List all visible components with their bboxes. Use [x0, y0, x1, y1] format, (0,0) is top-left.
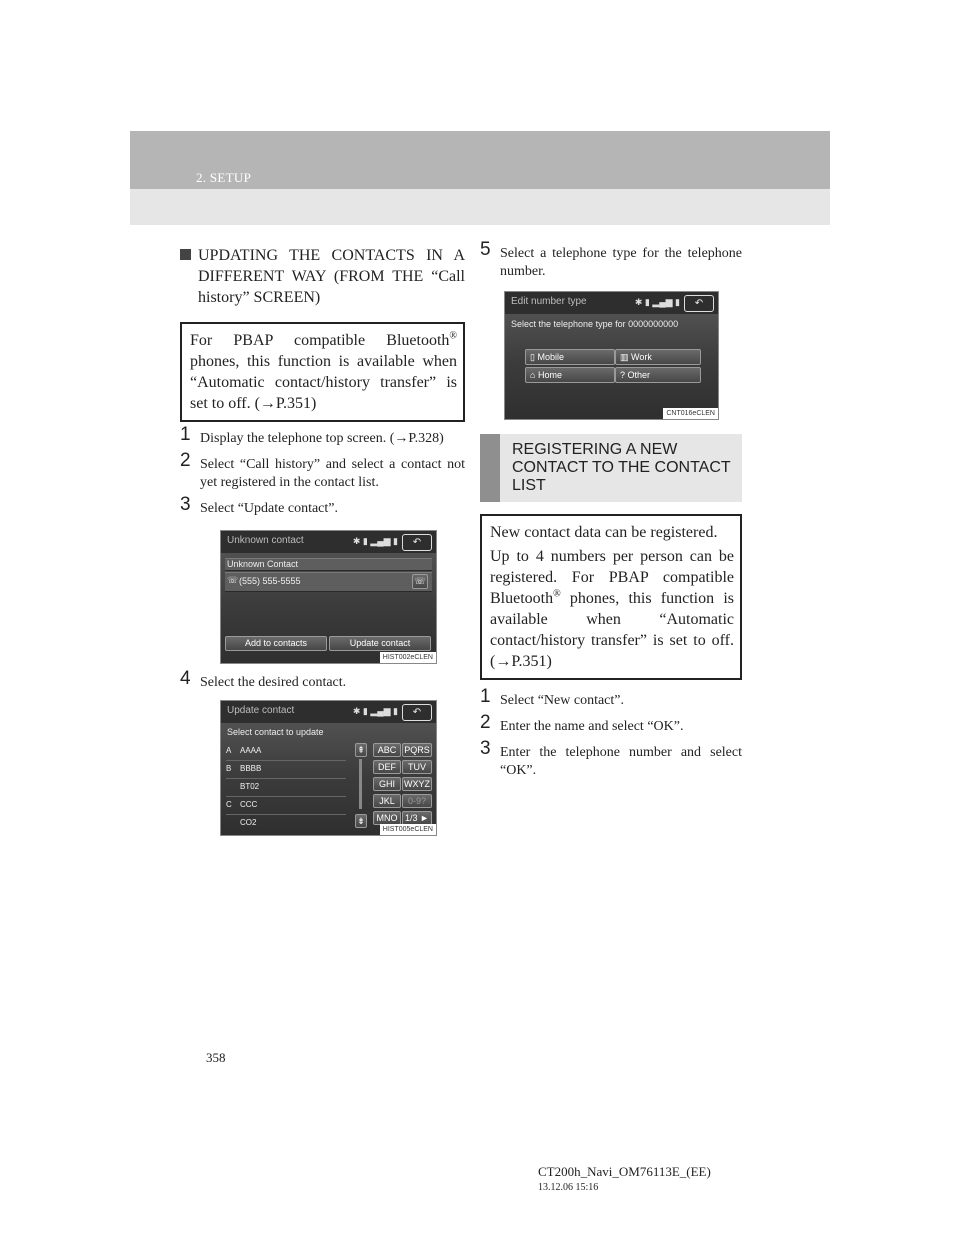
step-2	[480, 712, 742, 736]
note-text: For PBAP compatible Bluetooth	[190, 332, 450, 349]
registered-mark: ®	[449, 330, 457, 342]
screen-subtitle: Select the telephone type for 0000000000	[511, 319, 679, 329]
step-number: 2	[180, 450, 191, 471]
list-item[interactable]: CO2	[240, 818, 257, 827]
note-text: New contact data can be registered.	[490, 524, 718, 541]
screen-update-contact	[220, 700, 437, 836]
scroll-up-button[interactable]: ⇞	[355, 743, 367, 757]
left-column	[180, 245, 465, 836]
step-3	[480, 738, 742, 780]
step-text: Select “Call history” and select a contact not yet registered in the contact list.	[200, 457, 465, 490]
scroll-down-button[interactable]: ⇟	[355, 814, 367, 828]
step-number: 1	[480, 686, 491, 707]
call-button[interactable]: ☏	[412, 574, 428, 589]
key-mno[interactable]: MNO	[373, 811, 401, 825]
step-1	[180, 424, 465, 448]
step-number: 3	[480, 738, 491, 759]
note-text: Up to 4 numbers per person can be registered. For PBAP compatible Bluetooth	[490, 548, 734, 607]
back-button[interactable]: ↶	[402, 534, 432, 551]
other-button[interactable]: ? Other	[615, 367, 701, 383]
list-item[interactable]: B BBBB	[226, 761, 346, 779]
question-icon: ?	[620, 370, 626, 380]
note-text: phones, this function is available when “Automatic contact/history transfer” is set to off. (→P.351)	[190, 353, 457, 412]
screen-unknown-contact	[220, 530, 437, 664]
page-next-button[interactable]: 1/3 ►	[402, 811, 432, 825]
figure-code: HIST002eCLEN	[380, 652, 436, 663]
key-tuv[interactable]: TUV	[402, 760, 432, 774]
signal-battery-icon: ✱ ▮ ▂▄▆ ▮	[352, 706, 398, 716]
screen-title: Update contact	[227, 705, 295, 716]
back-button[interactable]: ↶	[402, 704, 432, 721]
step-5	[480, 239, 742, 281]
page-number: 358	[206, 1050, 226, 1065]
subsection-heading	[180, 245, 465, 308]
back-button[interactable]: ↶	[684, 295, 714, 312]
step-text: Display the telephone top screen. (→P.328)	[200, 431, 444, 446]
note-text: phones, this function is available when “Automatic contact/history transfer” is set to off. (→P.351)	[490, 590, 734, 670]
figure-code: CNT016eCLEN	[663, 408, 718, 419]
key-ghi[interactable]: GHI	[373, 777, 401, 791]
list-item[interactable]: BT02	[226, 779, 346, 797]
step-text: Enter the telephone number and select “OK”.	[500, 745, 742, 778]
step-number: 5	[480, 239, 491, 260]
document-code: CT200h_Navi_OM76113E_(EE)	[538, 1164, 711, 1179]
step-2	[180, 450, 465, 492]
step-4	[180, 668, 465, 692]
subsection-heading-text: UPDATING THE CONTACTS IN A DIFFERENT WAY (FROM THE “Call history” SCREEN)	[198, 247, 465, 306]
step-3	[180, 494, 465, 518]
home-icon: ⌂	[530, 370, 536, 380]
building-icon: ▥	[620, 352, 629, 362]
screen-subtitle: Select contact to update	[227, 727, 324, 737]
step-text: Select a telephone type for the telephone number.	[500, 246, 742, 279]
right-column	[480, 239, 742, 780]
screen-edit-number-type	[504, 291, 719, 420]
step-number: 4	[180, 668, 191, 689]
step-text: Enter the name and select “OK”.	[500, 719, 684, 734]
section-title: 2. SETUP	[196, 170, 252, 185]
contact-list	[226, 743, 346, 832]
key-jkl[interactable]: JKL	[373, 794, 401, 808]
key-wxyz[interactable]: WXYZ	[404, 779, 430, 789]
step-text: Select the desired contact.	[200, 675, 347, 690]
section-heading: REGISTERING A NEW CONTACT TO THE CONTACT LIST	[512, 441, 731, 494]
section-heading-box	[480, 434, 742, 502]
mobile-button[interactable]: ▯ Mobile	[525, 349, 615, 365]
key-pqrs[interactable]: PQRS	[402, 743, 432, 757]
step-number: 1	[180, 424, 191, 445]
mobile-phone-icon: ▯	[530, 352, 535, 362]
scrollbar[interactable]	[359, 759, 362, 809]
update-contact-button[interactable]: Update contact	[329, 636, 431, 651]
contact-name: Unknown Contact	[227, 559, 299, 569]
add-to-contacts-button[interactable]: Add to contacts	[225, 636, 327, 651]
signal-battery-icon: ✱ ▮ ▂▄▆ ▮	[634, 297, 680, 307]
header-subband	[130, 189, 830, 225]
list-item[interactable]: C CCC	[226, 797, 346, 815]
key-abc[interactable]: ABC	[373, 743, 401, 757]
note-box	[180, 322, 465, 422]
step-text: Select “Update contact”.	[200, 501, 338, 516]
list-item[interactable]: A AAAA	[226, 743, 346, 761]
work-button[interactable]: ▥ Work	[615, 349, 701, 365]
step-text: Select “New contact”.	[500, 693, 624, 708]
key-def[interactable]: DEF	[373, 760, 401, 774]
signal-battery-icon: ✱ ▮ ▂▄▆ ▮	[352, 536, 398, 546]
print-timestamp: 13.12.06 15:16	[538, 1182, 599, 1193]
registered-mark: ®	[553, 588, 561, 600]
step-1	[480, 686, 742, 710]
note-box	[480, 514, 742, 680]
home-button[interactable]: ⌂ Home	[525, 367, 615, 383]
step-number: 2	[480, 712, 491, 733]
section-stripe	[480, 434, 500, 502]
screen-title: Edit number type	[511, 296, 587, 307]
contact-number: (555) 555-5555	[239, 576, 301, 586]
square-bullet-icon	[180, 249, 191, 260]
screen-title: Unknown contact	[227, 535, 304, 546]
phone-icon: ☏	[227, 575, 239, 585]
key-numbers[interactable]: 0-9?	[402, 794, 432, 808]
step-number: 3	[180, 494, 191, 515]
figure-code: HIST005eCLEN	[380, 824, 436, 835]
